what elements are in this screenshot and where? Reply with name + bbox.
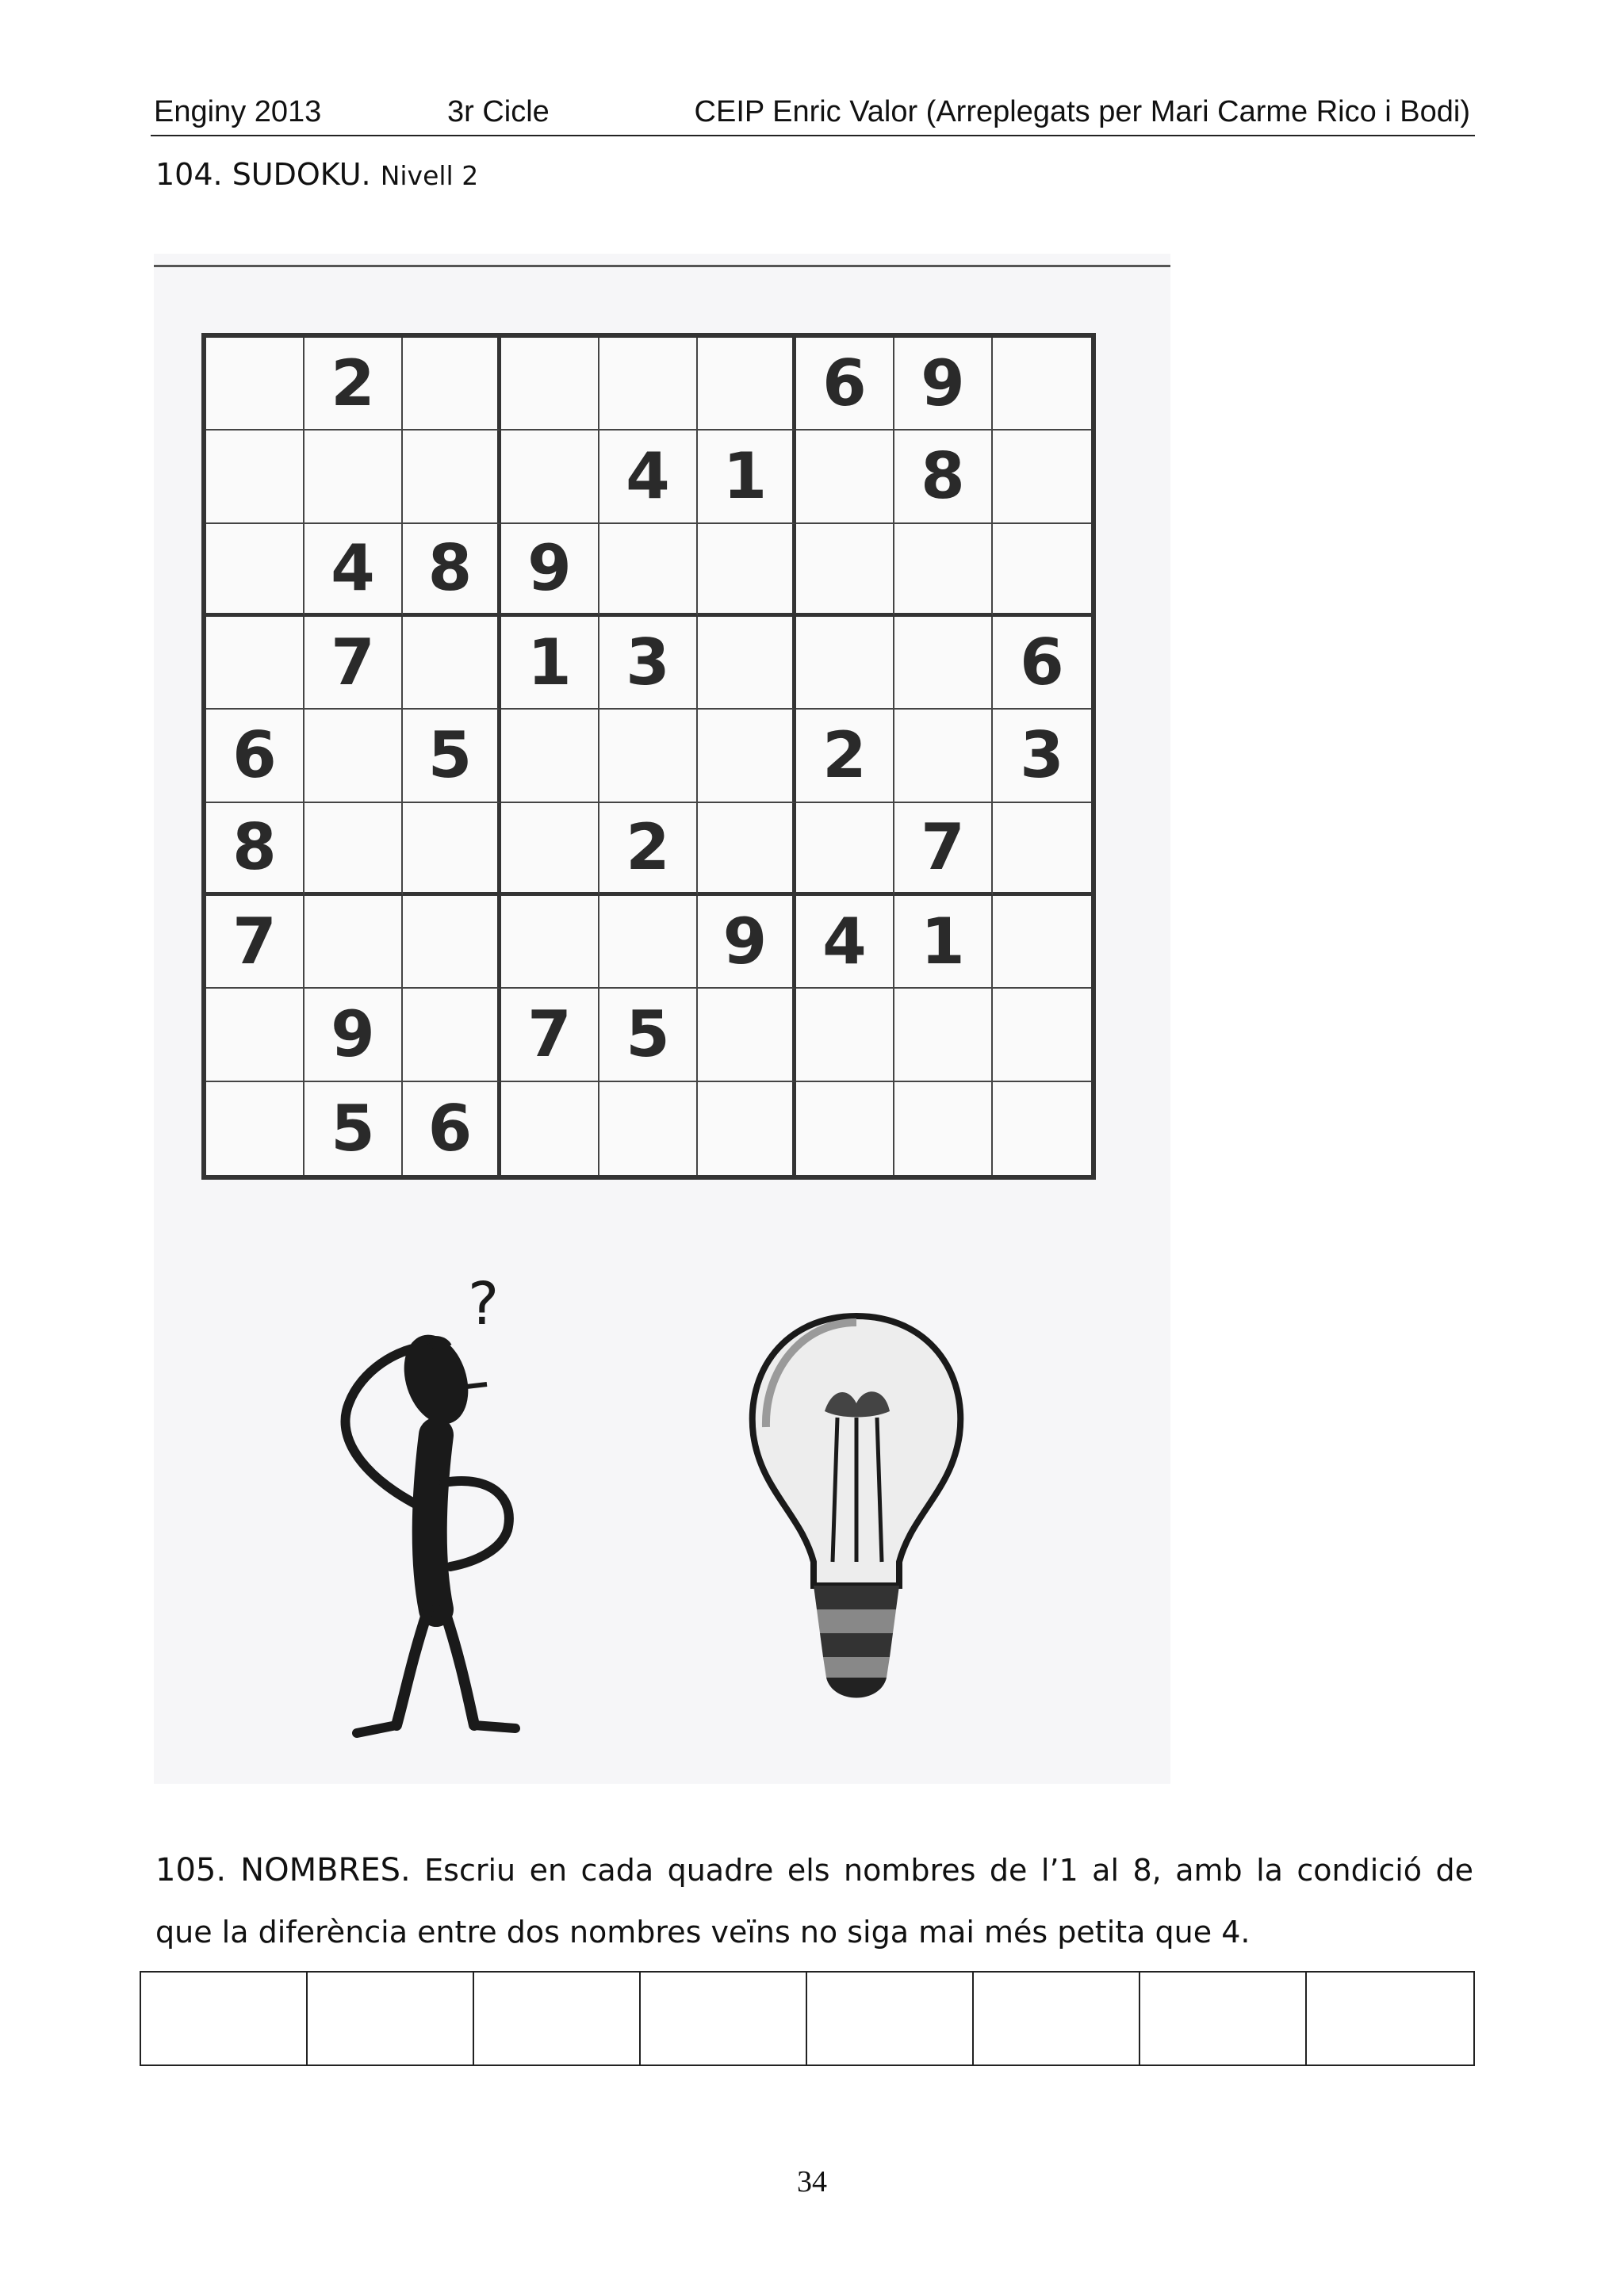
sudoku-cell	[796, 617, 894, 710]
sudoku-cell	[599, 524, 698, 617]
sudoku-cell: 6	[796, 338, 894, 430]
sudoku-cell	[993, 803, 1091, 896]
question-mark: ?	[468, 1270, 500, 1338]
sudoku-cell	[698, 524, 796, 617]
page-number: 34	[797, 2165, 827, 2198]
answer-box	[474, 1973, 641, 2064]
sudoku-cell	[894, 524, 993, 617]
sudoku-cell	[304, 710, 403, 802]
sudoku-cell: 5	[403, 710, 501, 802]
sudoku-cell: 8	[206, 803, 304, 896]
sudoku-cell	[698, 710, 796, 802]
answer-box	[807, 1973, 974, 2064]
sudoku-cell	[894, 1082, 993, 1175]
light-bulb-icon	[737, 1300, 975, 1728]
sudoku-cell: 4	[796, 896, 894, 989]
sudoku-cell: 8	[403, 524, 501, 617]
sudoku-cell: 6	[403, 1082, 501, 1175]
sudoku-cell	[993, 1082, 1091, 1175]
sudoku-cell	[501, 803, 599, 896]
answer-boxes	[140, 1971, 1475, 2066]
sudoku-cell	[501, 896, 599, 989]
sudoku-cell	[698, 989, 796, 1081]
sudoku-cell	[403, 617, 501, 710]
sudoku-cell: 7	[501, 989, 599, 1081]
sudoku-cell	[599, 896, 698, 989]
sudoku-cell	[206, 989, 304, 1081]
sudoku-cell	[206, 1082, 304, 1175]
sudoku-cell	[894, 710, 993, 802]
sudoku-cell	[993, 989, 1091, 1081]
thinking-person-icon	[317, 1261, 587, 1752]
exercise-105-instructions: Escriu en cada quadre els nombres de l’1 al 8, amb la condició de que la diferència entre dos nombres veïns no siga mai més petita que 4.	[155, 1853, 1473, 1950]
sudoku-cell	[403, 338, 501, 430]
answer-box	[308, 1973, 474, 2064]
sudoku-cell: 6	[993, 617, 1091, 710]
page-header	[151, 94, 1475, 136]
sudoku-cell: 6	[206, 710, 304, 802]
sudoku-cell	[796, 989, 894, 1081]
sudoku-cell	[403, 430, 501, 523]
answer-box	[1307, 1973, 1473, 2064]
sudoku-cell	[403, 803, 501, 896]
exercise-105-heading: 105. NOMBRES.	[155, 1852, 411, 1888]
sudoku-cell: 9	[304, 989, 403, 1081]
sudoku-cell	[993, 524, 1091, 617]
answer-box	[1140, 1973, 1307, 2064]
header-cycle: 3r Cicle	[447, 95, 550, 128]
sudoku-cell: 3	[599, 617, 698, 710]
scan-top-line	[154, 265, 1170, 267]
sudoku-cell	[993, 896, 1091, 989]
sudoku-cell: 3	[993, 710, 1091, 802]
sudoku-cell	[206, 524, 304, 617]
sudoku-cell	[599, 1082, 698, 1175]
sudoku-cell	[698, 617, 796, 710]
exercise-105-text	[155, 1839, 1473, 1963]
sudoku-cell: 5	[599, 989, 698, 1081]
sudoku-cell	[501, 338, 599, 430]
sudoku-cell	[206, 430, 304, 523]
sudoku-cell	[206, 338, 304, 430]
sudoku-grid	[201, 333, 1096, 1180]
sudoku-cell	[796, 803, 894, 896]
sudoku-cell: 1	[894, 896, 993, 989]
sudoku-cell	[698, 1082, 796, 1175]
sudoku-cell	[206, 617, 304, 710]
answer-box	[641, 1973, 807, 2064]
sudoku-cell	[599, 710, 698, 802]
sudoku-cell	[993, 338, 1091, 430]
sudoku-cell	[304, 896, 403, 989]
sudoku-cell: 1	[698, 430, 796, 523]
sudoku-cell	[304, 803, 403, 896]
sudoku-cell: 2	[599, 803, 698, 896]
exercise-104-title	[155, 157, 478, 192]
sudoku-cell	[796, 524, 894, 617]
header-event: Enginy 2013	[154, 95, 322, 128]
exercise-104-level: Nivell 2	[380, 160, 479, 191]
sudoku-cell	[796, 430, 894, 523]
answer-box	[141, 1973, 308, 2064]
sudoku-cell	[403, 896, 501, 989]
sudoku-cell	[501, 1082, 599, 1175]
sudoku-cell	[993, 430, 1091, 523]
header-school: CEIP Enric Valor (Arreplegats per Mari Carme Rico i Bodi)	[694, 95, 1470, 128]
sudoku-cell: 2	[796, 710, 894, 802]
sudoku-cell	[698, 338, 796, 430]
sudoku-cell: 2	[304, 338, 403, 430]
sudoku-cell	[304, 430, 403, 523]
exercise-104-heading: 104. SUDOKU.	[155, 157, 371, 192]
sudoku-cell: 7	[304, 617, 403, 710]
sudoku-cell	[796, 1082, 894, 1175]
sudoku-cell: 9	[698, 896, 796, 989]
sudoku-cell: 1	[501, 617, 599, 710]
sudoku-cell	[501, 710, 599, 802]
sudoku-cell	[894, 617, 993, 710]
sudoku-cell	[698, 803, 796, 896]
sudoku-cell	[501, 430, 599, 523]
sudoku-cell: 5	[304, 1082, 403, 1175]
answer-box	[974, 1973, 1140, 2064]
sudoku-cell: 7	[894, 803, 993, 896]
sudoku-cell: 8	[894, 430, 993, 523]
sudoku-cell: 9	[501, 524, 599, 617]
sudoku-cell	[894, 989, 993, 1081]
sudoku-cell: 7	[206, 896, 304, 989]
sudoku-cell	[599, 338, 698, 430]
sudoku-cell: 4	[599, 430, 698, 523]
sudoku-cell: 4	[304, 524, 403, 617]
sudoku-cell: 9	[894, 338, 993, 430]
sudoku-cell	[403, 989, 501, 1081]
